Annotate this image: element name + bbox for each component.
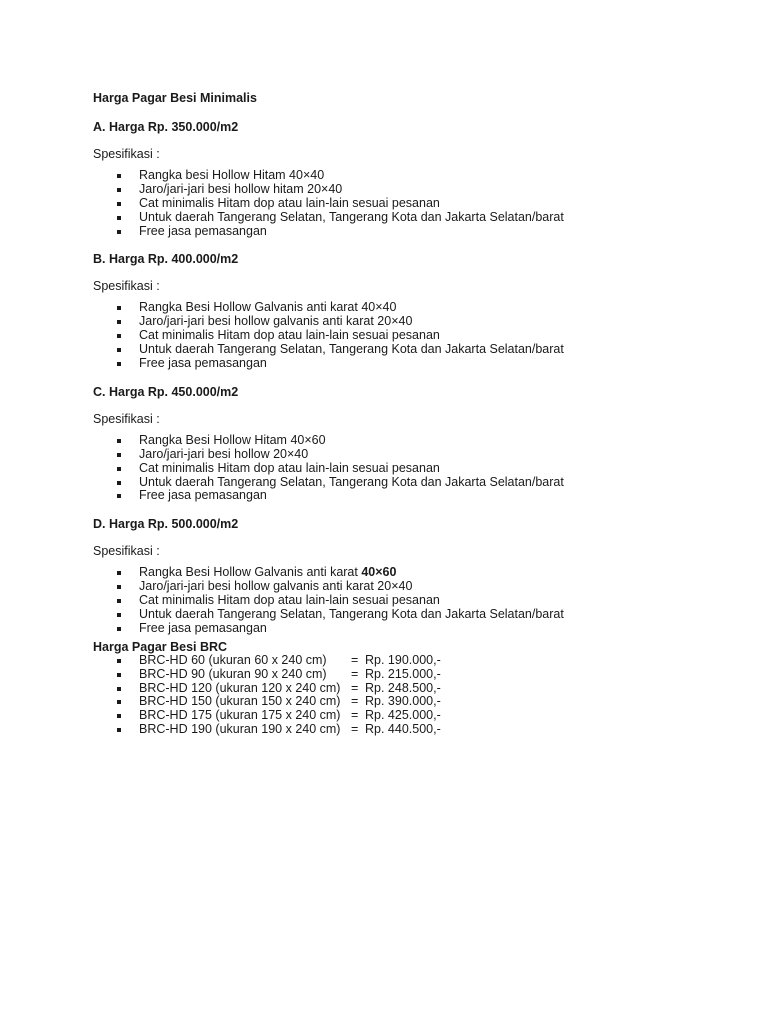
section-heading: C. Harga Rp. 450.000/m2 — [93, 384, 239, 399]
price-row: BRC-HD 175 (ukuran 175 x 240 cm) = Rp. 425.000,- — [93, 709, 733, 723]
spec-label: Spesifikasi : — [93, 411, 160, 426]
bullet-icon — [117, 627, 121, 631]
bullet-icon — [117, 334, 121, 338]
bullet-icon — [117, 481, 121, 485]
section-heading: D. Harga Rp. 500.000/m2 — [93, 517, 239, 532]
bullet-icon — [117, 599, 121, 603]
section-brc — [93, 640, 733, 737]
price-row: BRC-HD 120 (ukuran 120 x 240 cm) = Rp. 248.500,- — [93, 682, 733, 696]
bullet-icon — [117, 216, 121, 220]
bullet-icon — [117, 571, 121, 575]
list-item: Untuk daerah Tangerang Selatan, Tangerang Kota dan Jakarta Selatan/barat — [93, 476, 733, 490]
bullet-icon — [117, 453, 121, 457]
list-item: Rangka Besi Hollow Galvanis anti karat 40×60 — [93, 566, 733, 580]
section-b — [93, 251, 733, 370]
price-row: BRC-HD 190 (ukuran 190 x 240 cm) = Rp. 440.500,- — [93, 723, 733, 737]
spec-label: Spesifikasi : — [93, 147, 160, 161]
list-item: Cat minimalis Hitam dop atau lain-lain sesuai pesanan — [93, 197, 733, 211]
price-row: BRC-HD 150 (ukuran 150 x 240 cm) = Rp. 390.000,- — [93, 695, 733, 709]
list-item: Cat minimalis Hitam dop atau lain-lain sesuai pesanan — [93, 594, 733, 608]
bullet-icon — [117, 494, 121, 498]
list-item: Rangka Besi Hollow Galvanis anti karat 40×40 — [93, 301, 733, 315]
bullet-icon — [117, 714, 121, 718]
bullet-icon — [117, 700, 121, 704]
bullet-icon — [117, 320, 121, 324]
bullet-icon — [117, 188, 121, 192]
list-item: Cat minimalis Hitam dop atau lain-lain sesuai pesanan — [93, 329, 733, 343]
spec-list — [93, 566, 733, 635]
brc-price-list — [93, 654, 733, 737]
bullet-icon — [117, 202, 121, 206]
list-item: Rangka Besi Hollow Hitam 40×60 — [93, 434, 733, 448]
spec-label: Spesifikasi : — [93, 279, 160, 294]
section-c — [93, 384, 733, 503]
brc-heading: Harga Pagar Besi BRC — [93, 639, 228, 654]
bullet-icon — [117, 673, 121, 677]
document-title: Harga Pagar Besi Minimalis — [93, 91, 257, 105]
list-item: Jaro/jari-jari besi hollow galvanis anti karat 20×40 — [93, 580, 733, 594]
list-item: Untuk daerah Tangerang Selatan, Tangerang Kota dan Jakarta Selatan/barat — [93, 608, 733, 622]
section-heading: B. Harga Rp. 400.000/m2 — [93, 252, 239, 267]
bullet-icon — [117, 728, 121, 732]
spec-list — [93, 434, 733, 503]
list-item: Free jasa pemasangan — [93, 622, 733, 636]
bullet-icon — [117, 585, 121, 589]
bullet-icon — [117, 439, 121, 443]
bullet-icon — [117, 306, 121, 310]
bullet-icon — [117, 613, 121, 617]
list-item: Jaro/jari-jari besi hollow galvanis anti karat 20×40 — [93, 315, 733, 329]
bullet-icon — [117, 362, 121, 366]
spec-label: Spesifikasi : — [93, 544, 160, 559]
price-row: BRC-HD 60 (ukuran 60 x 240 cm) = Rp. 190.000,- — [93, 654, 733, 668]
list-item: Free jasa pemasangan — [93, 357, 733, 371]
bold-dimension: 40×60 — [361, 565, 397, 580]
spec-list — [93, 169, 733, 238]
list-item: Rangka besi Hollow Hitam 40×40 — [93, 169, 733, 183]
section-heading: A. Harga Rp. 350.000/m2 — [93, 120, 239, 134]
bullet-icon — [117, 348, 121, 352]
section-d — [93, 516, 733, 635]
list-item: Jaro/jari-jari besi hollow 20×40 — [93, 448, 733, 462]
list-item: Untuk daerah Tangerang Selatan, Tangerang Kota dan Jakarta Selatan/barat — [93, 211, 733, 225]
bullet-icon — [117, 659, 121, 663]
section-a — [93, 119, 733, 238]
list-item: Untuk daerah Tangerang Selatan, Tangerang Kota dan Jakarta Selatan/barat — [93, 343, 733, 357]
bullet-icon — [117, 174, 121, 178]
list-item: Jaro/jari-jari besi hollow hitam 20×40 — [93, 183, 733, 197]
price-row: BRC-HD 90 (ukuran 90 x 240 cm) = Rp. 215.000,- — [93, 668, 733, 682]
list-item: Cat minimalis Hitam dop atau lain-lain sesuai pesanan — [93, 462, 733, 476]
list-item: Free jasa pemasangan — [93, 489, 733, 503]
document-page — [93, 90, 733, 737]
spec-list — [93, 301, 733, 370]
list-item: Free jasa pemasangan — [93, 225, 733, 239]
bullet-icon — [117, 687, 121, 691]
bullet-icon — [117, 467, 121, 471]
bullet-icon — [117, 230, 121, 234]
